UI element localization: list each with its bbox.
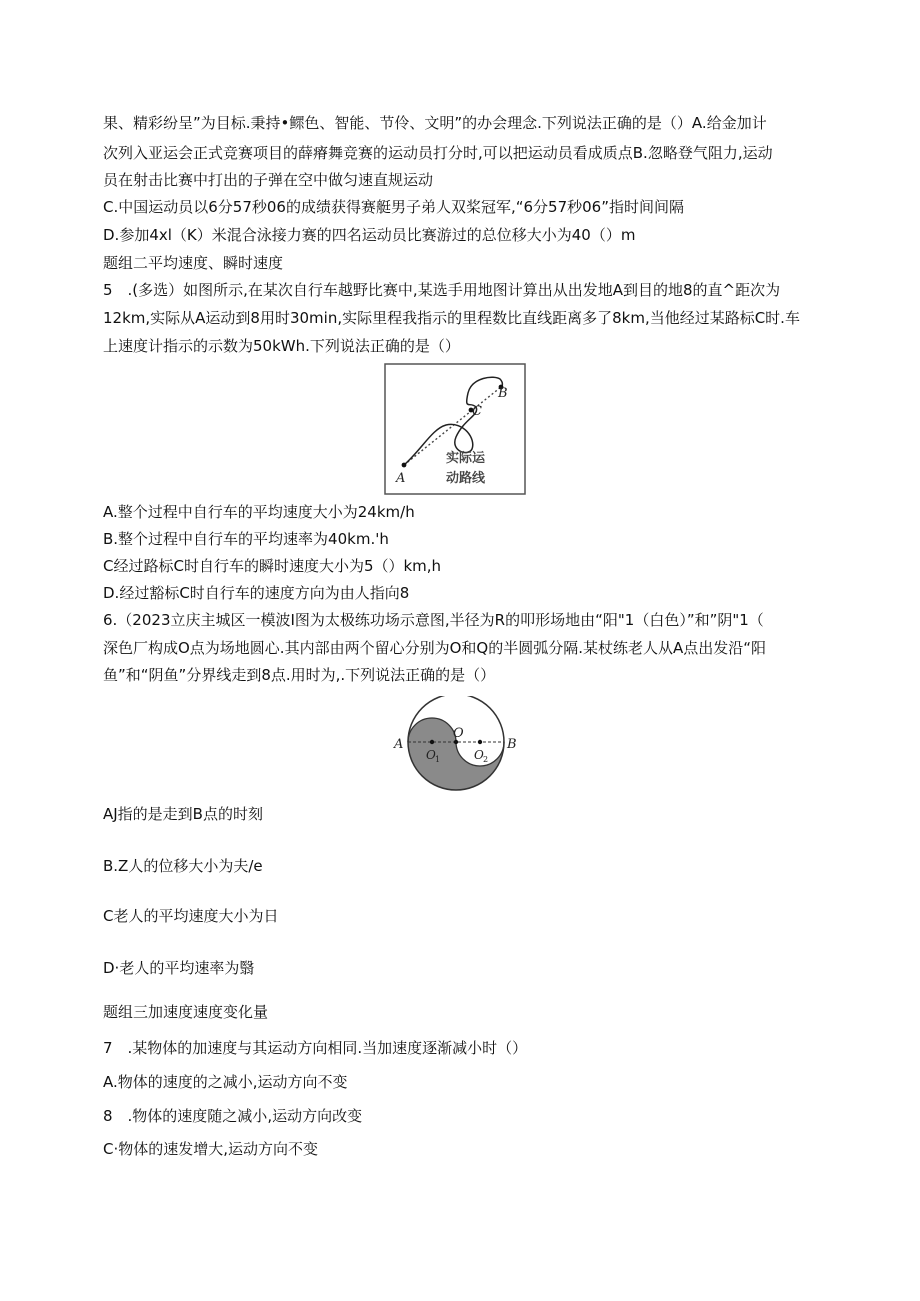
label-o2: O bbox=[474, 748, 484, 762]
label-o: O bbox=[453, 726, 464, 741]
section-heading-3: 题组三加速度速度变化量 bbox=[103, 1003, 269, 1021]
route-caption-2: 动路线 bbox=[446, 471, 486, 486]
option-7c: C·物体的速发增大,运动方向不变 bbox=[103, 1140, 319, 1158]
label-o2-subscript: 2 bbox=[483, 755, 489, 764]
section-heading-2: 题组二平均速度、瞬时速度 bbox=[103, 254, 284, 272]
option-5a: A.整个过程中自行车的平均速度大小为24km/h bbox=[103, 503, 415, 521]
question-5-line-1: 5 .(多选）如图所示,在某次自行车越野比赛中,某选手用地图计算出从出发地A到目的地8的直^距次为 bbox=[103, 281, 781, 299]
label-b: B bbox=[507, 737, 517, 752]
option-6c: C老人的平均速度大小为日 bbox=[103, 907, 279, 925]
question-6-line-1: 6.（2023立庆主城区一模波I图为太极练功场示意图,半径为R的叩形场地由“阳"1（白色）”和”阴"1（ bbox=[103, 611, 764, 629]
question-5-line-3: 上速度计指示的示数为50kWh.下列说法正确的是（） bbox=[103, 337, 460, 355]
text-line-5: D.参加4xl（K）米混合泳接力赛的四名运动员比赛游过的总位移大小为40（）m bbox=[103, 226, 636, 244]
label-a: A bbox=[394, 737, 404, 752]
taiji-figure bbox=[390, 696, 522, 796]
question-5-line-2: 12km,实际从A运动到8用时30min,实际里程我指示的里程数比直线距离多了8km,当他经过某路标C时.车 bbox=[103, 309, 800, 327]
option-6b: B.Z人的位移大小为夫/e bbox=[103, 857, 263, 875]
label-b: B bbox=[498, 386, 508, 401]
route-caption-1: 实际运 bbox=[446, 451, 486, 466]
text-line-1: 果、精彩纷呈”为目标.秉持•鳏色、智能、节伶、文明”的办会理念.下列说法正确的是（）A.给金加计 bbox=[103, 114, 767, 132]
option-5b: B.整个过程中自行车的平均速率为40km.'h bbox=[103, 530, 389, 548]
text-line-2: 次列入亚运会正式竞赛项目的薛瘠舞竞赛的运动员打分时,可以把运动员看成质点B.忽略登气阻力,运动 bbox=[103, 144, 773, 162]
point-o1 bbox=[430, 740, 434, 744]
label-o1: O bbox=[426, 748, 436, 762]
option-7a: A.物体的速度的之减小,运动方向不变 bbox=[103, 1073, 348, 1091]
question-6-line-3: 鱼”和“阴鱼”分界线走到8点.用时为,.下列说法正确的是（） bbox=[103, 666, 496, 684]
label-a: A bbox=[396, 471, 406, 486]
option-6a: AJ指的是走到B点的时刻 bbox=[103, 805, 263, 823]
question-6-line-2: 深色厂构成O点为场地圆心.其内部由两个留心分别为O和Q的半圆弧分隔.某杖练老人从A点出发沿“阳 bbox=[103, 639, 766, 657]
text-line-3: 员在射击比赛中打出的子弹在空中做匀速直规运动 bbox=[103, 171, 434, 189]
label-o1-subscript: 1 bbox=[435, 755, 441, 764]
question-7: 7 .某物体的加速度与其运动方向相同.当加速度逐渐减小时（） bbox=[103, 1039, 528, 1057]
label-c: C bbox=[472, 404, 482, 419]
bicycle-route-figure bbox=[384, 363, 526, 495]
option-6d: D·老人的平均速率为翳 bbox=[103, 959, 255, 977]
point-o2 bbox=[478, 740, 482, 744]
point-a bbox=[402, 463, 407, 468]
option-5c: C经过路标C时自行车的瞬时速度大小为5（）km,h bbox=[103, 557, 442, 575]
option-7b: 8 .物体的速度随之减小,运动方向改变 bbox=[103, 1107, 363, 1125]
option-5d: D.经过豁标C时自行车的速度方向为由人指向8 bbox=[103, 584, 410, 602]
text-line-4: C.中国运动员以6分57秒06的成绩获得赛艇男子弟人双桨冠军,“6分57秒06”指时间间隔 bbox=[103, 198, 684, 216]
